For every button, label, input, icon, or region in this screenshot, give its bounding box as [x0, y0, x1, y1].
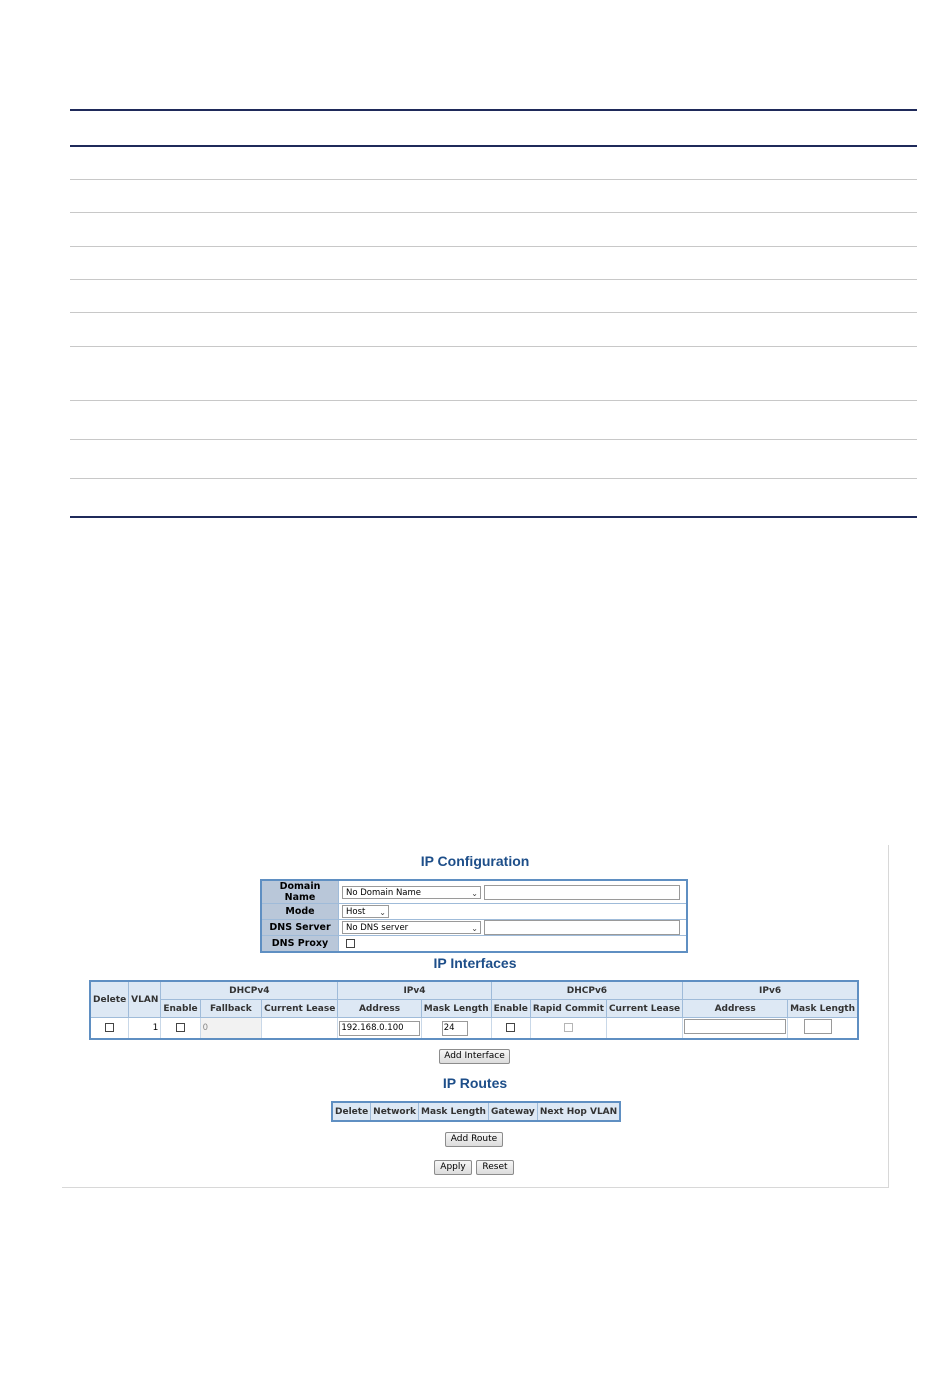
table-row-rule [70, 439, 917, 440]
ip-routes-table [331, 1101, 621, 1122]
col-dhcpv6-enable: Enable [491, 1000, 530, 1018]
dns-proxy-checkbox[interactable] [346, 939, 355, 948]
table-row [90, 1018, 858, 1040]
table-row-rule [70, 400, 917, 401]
col-dhcpv4-current-lease: Current Lease [262, 1000, 338, 1018]
domain-name-label: Domain Name [261, 880, 339, 904]
col-ipv6-address: Address [683, 1000, 788, 1018]
delete-checkbox[interactable] [105, 1023, 114, 1032]
domain-name-select-value: No Domain Name [346, 887, 422, 898]
table-row-rule [70, 312, 917, 313]
chevron-down-icon: ⌄ [471, 924, 478, 933]
dns-server-label: DNS Server [261, 920, 339, 936]
table-row-rule [70, 279, 917, 280]
col-dhcpv4-fallback: Fallback [200, 1000, 261, 1018]
domain-name-select[interactable] [342, 886, 481, 899]
table-row-rule [70, 478, 917, 479]
col-dhcpv6-current-lease: Current Lease [606, 1000, 682, 1018]
vlan-cell: 1 [129, 1018, 161, 1040]
table-bottom-rule [70, 516, 917, 518]
ipv6-address-input[interactable] [684, 1019, 786, 1034]
table-row-rule [70, 346, 917, 347]
table-top-rule [70, 109, 917, 111]
group-dhcpv4: DHCPv4 [161, 981, 338, 1000]
col-route-mask-length: Mask Length [419, 1102, 489, 1121]
col-vlan: VLAN [129, 981, 161, 1018]
col-route-delete: Delete [332, 1102, 371, 1121]
col-ipv4-mask-length: Mask Length [421, 1000, 491, 1018]
mode-label: Mode [261, 904, 339, 920]
col-route-gateway: Gateway [488, 1102, 537, 1121]
table-header-rule [70, 145, 917, 147]
chevron-down-icon: ⌄ [379, 908, 386, 917]
reset-button[interactable]: Reset [476, 1160, 514, 1175]
dns-server-select[interactable] [342, 921, 481, 934]
group-ipv6: IPv6 [683, 981, 858, 1000]
ip-routes-title: IP Routes [442, 1075, 508, 1091]
ip-interfaces-table [89, 980, 859, 1040]
col-route-next-hop-vlan: Next Hop VLAN [537, 1102, 620, 1121]
dns-proxy-label: DNS Proxy [261, 936, 339, 953]
ip-configuration-title: IP Configuration [420, 853, 530, 869]
col-delete: Delete [90, 981, 129, 1018]
table-row-rule [70, 179, 917, 180]
dhcpv6-current-lease-cell [606, 1018, 682, 1040]
dhcpv4-current-lease-cell [262, 1018, 338, 1040]
dhcpv4-enable-checkbox[interactable] [176, 1023, 185, 1032]
dhcpv4-fallback-input[interactable]: 0 [200, 1018, 261, 1040]
rapid-commit-checkbox[interactable] [564, 1023, 573, 1032]
ipv6-mask-length-input[interactable] [804, 1019, 832, 1034]
mode-select[interactable] [342, 905, 389, 918]
ip-interfaces-title: IP Interfaces [433, 955, 517, 971]
dns-server-select-value: No DNS server [346, 923, 409, 933]
domain-name-input[interactable] [484, 885, 680, 900]
col-dhcpv4-enable: Enable [161, 1000, 200, 1018]
col-ipv4-address: Address [338, 1000, 421, 1018]
add-route-button[interactable]: Add Route [445, 1132, 503, 1147]
apply-button[interactable]: Apply [434, 1160, 472, 1175]
group-dhcpv6: DHCPv6 [491, 981, 683, 1000]
dns-server-input[interactable] [484, 920, 680, 935]
add-interface-button[interactable]: Add Interface [439, 1049, 510, 1064]
group-ipv4: IPv4 [338, 981, 491, 1000]
mode-select-value: Host [346, 907, 366, 917]
dhcpv6-enable-checkbox[interactable] [506, 1023, 515, 1032]
col-route-network: Network [371, 1102, 419, 1121]
col-dhcpv6-rapid-commit: Rapid Commit [530, 1000, 606, 1018]
ip-configuration-table [260, 879, 688, 953]
ipv4-address-input[interactable]: 192.168.0.100 [339, 1021, 419, 1036]
ipv4-mask-length-input[interactable]: 24 [442, 1021, 468, 1036]
table-row-rule [70, 246, 917, 247]
chevron-down-icon: ⌄ [471, 888, 478, 898]
table-row-rule [70, 212, 917, 213]
col-ipv6-mask-length: Mask Length [788, 1000, 858, 1018]
ip-config-screenshot [62, 845, 889, 1188]
